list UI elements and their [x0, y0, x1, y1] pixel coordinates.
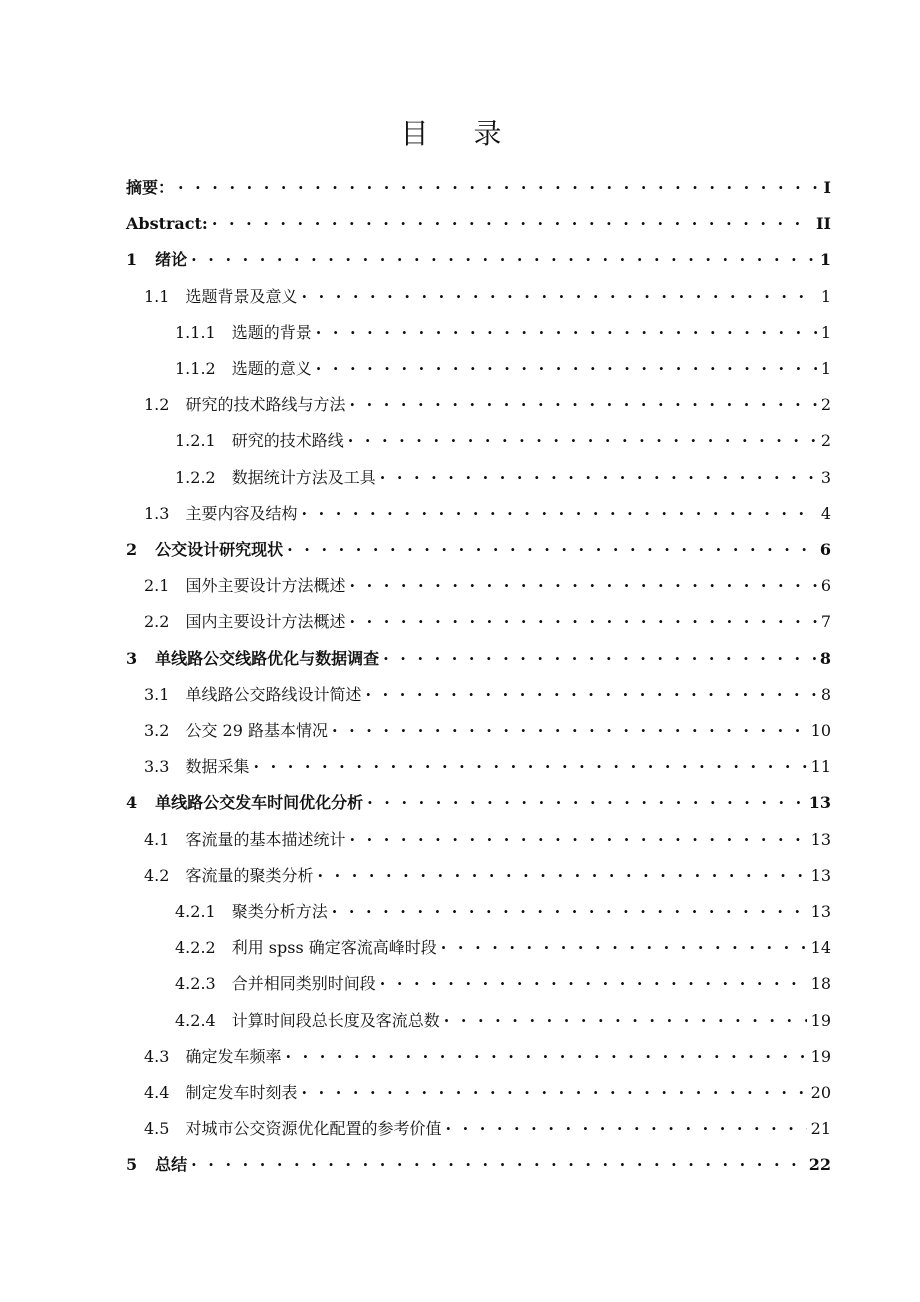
toc-dot-leader — [301, 1075, 806, 1111]
toc-entry[interactable] — [144, 1075, 831, 1111]
toc-entry-number: 1 — [126, 250, 138, 270]
toc-entry-number: 1.2.2 — [175, 467, 216, 487]
toc-dot-leader — [212, 206, 812, 242]
toc-entry[interactable] — [175, 351, 831, 387]
toc-entry-number: 4.2.3 — [175, 974, 216, 994]
toc-entry-page-number: 14 — [810, 938, 831, 958]
toc-dot-leader — [349, 604, 816, 640]
toc-entry[interactable] — [144, 568, 831, 604]
toc-entry-page-number: 8 — [820, 684, 831, 704]
toc-entry-number: 2 — [126, 540, 138, 559]
toc-entry[interactable] — [144, 1039, 831, 1075]
toc-entry[interactable] — [144, 858, 831, 894]
toc-dot-leader — [383, 641, 816, 677]
toc-dot-leader — [316, 315, 817, 351]
toc-dot-leader — [348, 423, 817, 459]
toc-dot-leader — [367, 785, 805, 821]
toc-dot-leader — [253, 749, 806, 785]
toc-entry[interactable] — [144, 496, 831, 532]
toc-entry[interactable] — [144, 1111, 831, 1147]
toc-entry[interactable] — [144, 279, 831, 315]
toc-entry[interactable] — [144, 822, 831, 858]
toc-entry-page-number: 1 — [819, 250, 831, 270]
toc-entry[interactable] — [126, 785, 831, 821]
toc-entry[interactable] — [126, 532, 831, 568]
toc-dot-leader — [301, 496, 816, 532]
toc-entry-label: Abstract: — [126, 214, 208, 234]
toc-entry[interactable] — [144, 387, 831, 423]
toc-entry-page-number: 7 — [820, 612, 831, 632]
toc-entry-label: 单线路公交路线设计简述 — [185, 684, 362, 704]
toc-entry-page-number: 8 — [819, 648, 831, 668]
toc-dot-leader — [285, 1039, 806, 1075]
toc-entry[interactable] — [175, 966, 831, 1002]
toc-dot-leader — [332, 894, 807, 930]
toc-entry-page-number: 1 — [820, 359, 831, 378]
toc-entry-page-number: 13 — [810, 865, 831, 885]
toc-entry-page-number: I — [823, 178, 831, 197]
toc-entry-label: 公交 29 路基本情况 — [185, 721, 328, 740]
toc-entry[interactable] — [175, 315, 831, 351]
toc-entry-number: 1.3 — [144, 503, 170, 523]
toc-dot-leader — [301, 279, 816, 315]
toc-entry-page-number: 6 — [819, 540, 831, 559]
toc-entry-number: 4.3 — [144, 1046, 170, 1066]
toc-entry-number: 1.1 — [144, 286, 170, 306]
toc-entry-page-number: 11 — [810, 757, 831, 777]
toc-dot-leader — [178, 170, 820, 206]
toc-entry-page-number: 10 — [810, 721, 831, 740]
toc-entry-page-number: 2 — [820, 395, 831, 415]
toc-entry-label: 单线路公交线路优化与数据调查 — [155, 648, 380, 668]
toc-entry-label: 主要内容及结构 — [185, 503, 298, 523]
toc-entry-number: 3 — [126, 648, 138, 668]
toc-entry[interactable] — [175, 423, 831, 459]
toc-entry-page-number: 18 — [810, 974, 831, 994]
toc-entry-label: 确定发车频率 — [185, 1046, 282, 1066]
toc-entry-label: 数据统计方法及工具 — [231, 467, 376, 487]
toc-entry-label: 公交设计研究现状 — [155, 540, 284, 559]
toc-entry-label: 研究的技术路线与方法 — [185, 395, 346, 415]
toc-entry[interactable] — [126, 242, 831, 278]
toc-entry-number: 3.3 — [144, 757, 170, 777]
toc-entry-page-number: 1 — [820, 322, 831, 342]
toc-entry-label: 选题的意义 — [231, 359, 312, 378]
toc-entry-page-number: 22 — [808, 1155, 831, 1175]
toc-entry-page-number: 19 — [810, 1010, 831, 1030]
toc-entry-label: 总结 — [155, 1155, 188, 1175]
toc-entry-page-number: 21 — [810, 1119, 831, 1139]
toc-entry[interactable] — [175, 894, 831, 930]
toc-entry-page-number: 6 — [820, 576, 831, 596]
toc-entry-label: 合并相同类别时间段 — [231, 974, 376, 994]
toc-entry-number: 4.4 — [144, 1083, 170, 1102]
toc-dot-leader — [349, 822, 806, 858]
toc-dot-leader — [287, 532, 816, 568]
toc-entry-number: 4.5 — [144, 1119, 170, 1139]
toc-entry-page-number: 13 — [810, 829, 831, 849]
toc-dot-leader — [444, 1003, 807, 1039]
toc-entry-label: 客流量的聚类分析 — [185, 865, 314, 885]
toc-entry-number: 4.2 — [144, 865, 170, 885]
toc-dot-leader — [441, 930, 807, 966]
toc-dot-leader — [191, 242, 816, 278]
toc-entry-label: 选题背景及意义 — [185, 286, 298, 306]
toc-entry-number: 4.2.4 — [175, 1010, 216, 1030]
toc-entry[interactable] — [126, 170, 831, 206]
toc-entry[interactable] — [144, 713, 831, 749]
toc-entry-label: 国内主要设计方法概述 — [185, 612, 346, 632]
toc-entry[interactable] — [126, 641, 831, 677]
toc-entry-number: 4.2.2 — [175, 938, 216, 958]
toc-dot-leader — [317, 858, 806, 894]
toc-entry-page-number: 4 — [820, 503, 831, 523]
toc-entry-number: 5 — [126, 1155, 138, 1175]
toc-entry[interactable] — [126, 1147, 831, 1183]
toc-entry[interactable] — [144, 604, 831, 640]
toc-entry-number: 2.1 — [144, 576, 170, 596]
toc-entry-page-number: 13 — [810, 902, 831, 921]
toc-entry-label: 研究的技术路线 — [231, 431, 344, 451]
toc-entry-number: 1.2.1 — [175, 431, 216, 451]
toc-entry[interactable] — [144, 749, 831, 785]
toc-entry-number: 3.2 — [144, 721, 170, 740]
toc-entry-page-number: 3 — [820, 467, 831, 487]
toc-entry-label: 单线路公交发车时间优化分析 — [155, 793, 364, 813]
toc-entry-label: 选题的背景 — [231, 322, 312, 342]
toc-entry[interactable] — [175, 460, 831, 496]
toc-entry-page-number: 19 — [810, 1046, 831, 1066]
toc-dot-leader — [445, 1111, 806, 1147]
toc-entry-number: 1.1.2 — [175, 359, 216, 378]
toc-entry-label: 计算时间段总长度及客流总数 — [231, 1010, 440, 1030]
toc-entry[interactable] — [175, 1003, 831, 1039]
toc-entry-page-number: 13 — [808, 793, 831, 813]
toc-entry-page-number: II — [816, 214, 831, 234]
toc-entry[interactable] — [126, 206, 831, 242]
toc-entry-label: 聚类分析方法 — [231, 902, 328, 921]
toc-dot-leader — [332, 713, 807, 749]
toc-entry-label: 数据采集 — [185, 757, 250, 777]
toc-entry-label: 利用 spss 确定客流高峰时段 — [231, 938, 437, 958]
toc-dot-leader — [380, 966, 807, 1002]
toc-entry-number: 4 — [126, 793, 138, 813]
page-title: 目 录 — [400, 117, 520, 150]
toc-entry-label: 制定发车时刻表 — [185, 1083, 298, 1102]
toc-entry-number: 3.1 — [144, 684, 170, 704]
toc-dot-leader — [349, 387, 816, 423]
toc-entry-label: 对城市公交资源优化配置的参考价值 — [185, 1119, 442, 1139]
toc-entry-number: 1.1.1 — [175, 322, 216, 342]
toc-dot-leader — [316, 351, 817, 387]
toc-entry-page-number: 20 — [810, 1083, 831, 1102]
toc-entry-page-number: 2 — [820, 431, 831, 451]
toc-entry[interactable] — [175, 930, 831, 966]
toc-entry-number: 4.1 — [144, 829, 170, 849]
toc-entry-label: 绪论 — [155, 250, 188, 270]
toc-entry-label: 摘要： — [126, 178, 175, 197]
toc-entry[interactable] — [144, 677, 831, 713]
toc-dot-leader — [365, 677, 816, 713]
toc-dot-leader — [191, 1147, 805, 1183]
toc-entry-label: 国外主要设计方法概述 — [185, 576, 346, 596]
toc-dot-leader — [349, 568, 816, 604]
toc-entry-page-number: 1 — [820, 286, 831, 306]
toc-entry-number: 4.2.1 — [175, 902, 216, 921]
toc-entry-label: 客流量的基本描述统计 — [185, 829, 346, 849]
toc-entry-number: 1.2 — [144, 395, 170, 415]
toc-entry-number: 2.2 — [144, 612, 170, 632]
toc-dot-leader — [380, 460, 817, 496]
